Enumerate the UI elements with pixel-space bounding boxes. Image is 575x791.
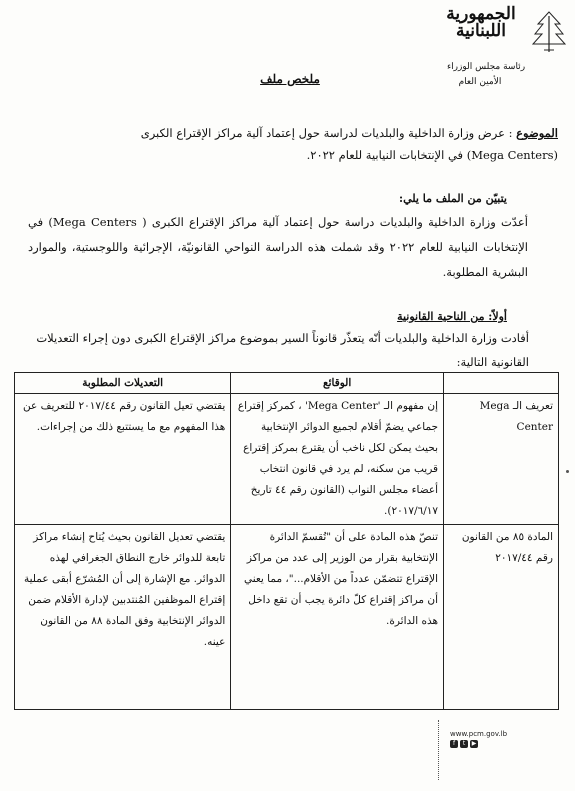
page-title: ملخص ملف — [260, 72, 320, 86]
table-cell-topic: المادة ٨٥ من القانون رقم ٢٠١٧/٤٤ — [444, 525, 559, 710]
table-cell-facts: تنصّ هذه المادة على أن "تُقسمّ الدائرة الإنتخابية بقرار من الوزير إلى عدد من مراكز الإقتراع تتضمّن عدداً من الأقلام..."، مما يعني أن مراكز إقتراع كلّ دائرة يجب أن تقع داخل هذه الدائرة. — [231, 525, 444, 710]
table-cell-facts: إن مفهوم الـ 'Mega Center' ، كمركز إقتراع جماعي يضمّ أقلام لجميع الدوائر الإنتخابية بحيث يمكن لكل ناخب أن يقترع بمركز إقتراع قريب من سكنه، لم يرد في قانون انتخاب أعضاء مجلس النواب (القانون رقم ٤٤ تاريخ ٢٠١٧/٦/١٧). — [231, 394, 444, 525]
subject-line — [100, 122, 558, 166]
letterhead-secretary: الأمين العام — [458, 77, 502, 87]
subject-label: الموضوع — [516, 126, 558, 140]
legal-paragraph: أفادت وزارة الداخلية والبلديات أنّه يتعذّر قانوناً السير بموضوع مراكز الإقتراع الكبرى دون إجراء التعديلات القانونية التالية: — [36, 331, 529, 369]
footer — [450, 730, 520, 748]
intro-label: يتبيّن من الملف ما يلي: — [399, 192, 507, 205]
table-header-row — [15, 373, 559, 394]
twitter-icon: t — [460, 740, 468, 748]
table-header-facts: الوقائع — [231, 373, 444, 394]
letterhead — [410, 4, 570, 99]
table-header-amendments: التعديلات المطلوبة — [15, 373, 231, 394]
footer-url: www.pcm.gov.lb — [450, 730, 508, 738]
youtube-icon: ▶ — [471, 740, 477, 747]
footer-divider — [438, 720, 439, 780]
letterhead-title-line1: الجمهورية — [446, 4, 516, 24]
facebook-icon: f — [450, 740, 458, 748]
letterhead-office: رئاسة مجلس الوزراء — [446, 62, 526, 72]
letterhead-title — [436, 6, 526, 40]
table-cell-topic: تعريف الـ Mega Center — [444, 394, 559, 525]
letterhead-title-line2: اللبنانية — [456, 21, 506, 41]
table-row — [15, 525, 559, 710]
social-icons — [450, 740, 520, 748]
margin-mark — [566, 470, 569, 473]
cedar-emblem-icon — [532, 10, 566, 54]
table-header-topic — [444, 373, 559, 394]
table-row — [15, 394, 559, 525]
table-cell-amendments: يقتضي تعديل القانون بحيث يُتاح إنشاء مراكز تابعة للدوائر خارج النطاق الجغرافي لهذه الدوائر. مع الإشارة إلى أن المُشرّع أبقى عملية إقتراع الموظفين المُنتدبين لإدارة الأقلام ضمن الدوائر الإنتخابية وفق المادة ٨٨ من القانون عينه. — [15, 525, 231, 710]
subject-text: : عرض وزارة الداخلية والبلديات لدراسة حول إعتماد آلية مراكز الإقتراع الكبرى (Mega Centers) في الإنتخابات النيابية للعام ٢٠٢٢. — [140, 126, 558, 162]
section-heading-legal: أولاً: من الناحية القانونية — [397, 310, 507, 323]
table-cell-amendments: يقتضي تعيل القانون رقم ٢٠١٧/٤٤ للتعريف عن هذا المفهوم مع ما يستتبع ذلك من إجراءات. — [15, 394, 231, 525]
amendments-table — [14, 372, 559, 710]
intro-paragraph: أعدّت وزارة الداخلية والبلديات دراسة حول إعتماد آلية مراكز الإقتراع الكبرى ( Mega Centers) في الإنتخابات النيابية للعام ٢٠٢٢ وقد شملت هذه الدراسة النواحي القانونيّة، الإجرائية واللوجستية، والموارد البشرية المطلوبة. — [28, 215, 528, 279]
